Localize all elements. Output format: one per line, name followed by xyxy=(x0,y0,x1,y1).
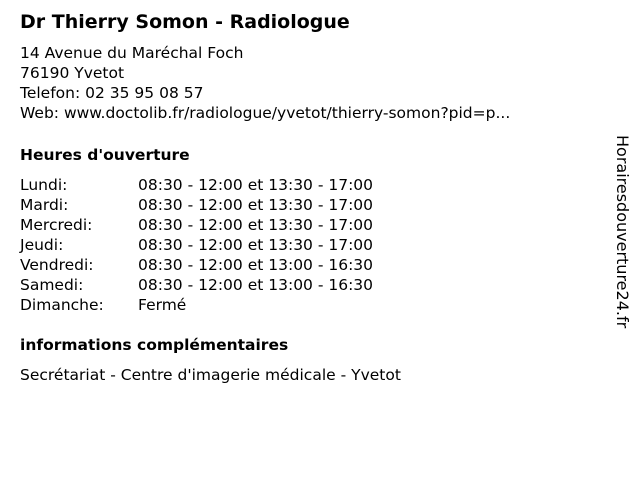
day-hours: 08:30 - 12:00 et 13:30 - 17:00 xyxy=(138,236,374,254)
day-hours: 08:30 - 12:00 et 13:00 - 16:30 xyxy=(138,276,374,294)
hours-row-thursday xyxy=(20,235,600,255)
hours-row-tuesday xyxy=(20,195,600,215)
hours-row-sunday xyxy=(20,295,600,315)
contact-block xyxy=(20,43,600,123)
day-hours: 08:30 - 12:00 et 13:30 - 17:00 xyxy=(138,176,374,194)
opening-hours-table xyxy=(20,175,600,315)
phone-number: Telefon: 02 35 95 08 57 xyxy=(20,84,204,102)
day-hours: 08:30 - 12:00 et 13:30 - 17:00 xyxy=(138,216,374,234)
opening-hours-heading: Heures d'ouverture xyxy=(20,146,190,164)
day-label: Vendredi: xyxy=(20,256,94,274)
website-link[interactable]: Web: www.doctolib.fr/radiologue/yvetot/thierry-somon?pid=p... xyxy=(20,104,511,122)
day-label: Jeudi: xyxy=(20,236,64,254)
day-label: Mardi: xyxy=(20,196,69,214)
address-line-2: 76190 Yvetot xyxy=(20,64,125,82)
day-label: Dimanche: xyxy=(20,296,104,314)
additional-info-heading: informations complémentaires xyxy=(20,336,289,354)
address-line-1: 14 Avenue du Maréchal Foch xyxy=(20,44,244,62)
site-watermark: Horairesdouverture24.fr xyxy=(613,135,632,329)
listing-card xyxy=(20,8,600,385)
day-hours: 08:30 - 12:00 et 13:00 - 16:30 xyxy=(138,256,374,274)
hours-row-friday xyxy=(20,255,600,275)
hours-row-saturday xyxy=(20,275,600,295)
day-label: Lundi: xyxy=(20,176,68,194)
hours-row-monday xyxy=(20,175,600,195)
day-hours: Fermé xyxy=(138,296,187,314)
day-hours: 08:30 - 12:00 et 13:30 - 17:00 xyxy=(138,196,374,214)
hours-row-wednesday xyxy=(20,215,600,235)
day-label: Mercredi: xyxy=(20,216,93,234)
additional-info-text: Secrétariat - Centre d'imagerie médicale - Yvetot xyxy=(20,366,401,384)
page-title: Dr Thierry Somon - Radiologue xyxy=(20,11,350,33)
day-label: Samedi: xyxy=(20,276,84,294)
